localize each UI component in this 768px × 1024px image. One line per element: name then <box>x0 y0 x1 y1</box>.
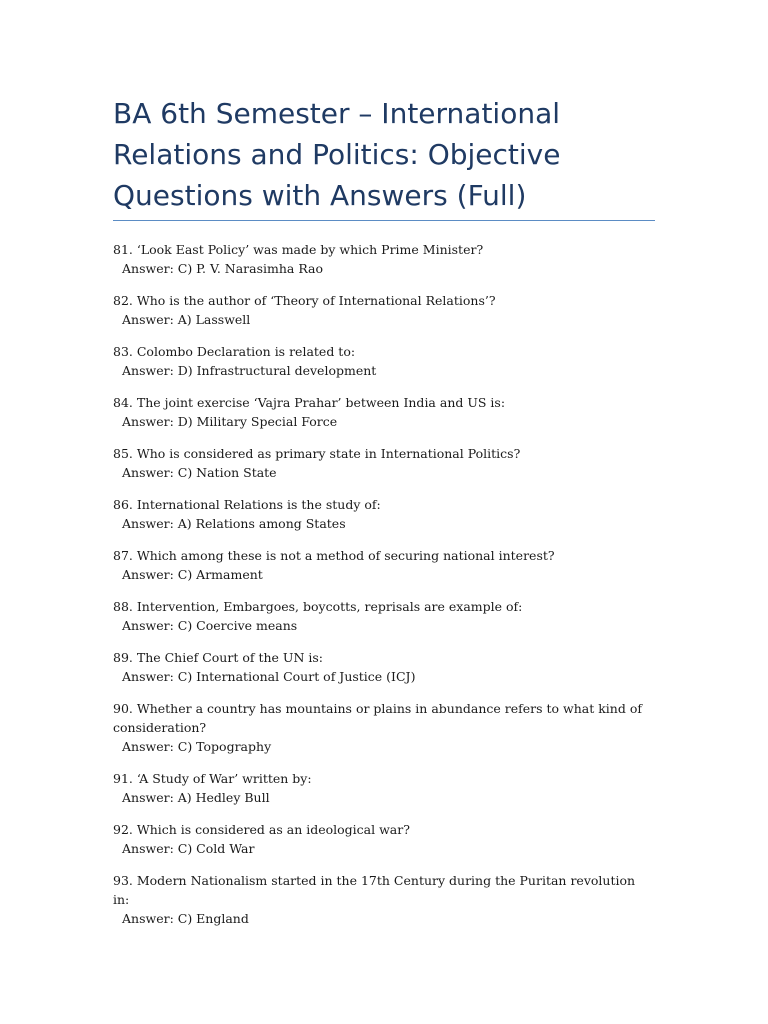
list-item <box>113 871 653 928</box>
question-text: 85. Who is considered as primary state in International Politics? <box>113 446 521 461</box>
list-item <box>113 342 653 380</box>
answer-text: Answer: D) Military Special Force <box>122 414 338 429</box>
list-item <box>113 291 653 329</box>
question-text: 88. Intervention, Embargoes, boycotts, reprisals are example of: <box>113 599 523 614</box>
answer-text: Answer: A) Relations among States <box>122 516 346 531</box>
list-item <box>113 444 653 482</box>
list-item <box>113 393 653 431</box>
answer-text: Answer: C) Topography <box>122 739 272 754</box>
answer-text: Answer: A) Lasswell <box>122 312 251 327</box>
answer-text: Answer: C) International Court of Justice (ICJ) <box>122 669 416 684</box>
list-item <box>113 699 653 756</box>
list-item <box>113 240 653 278</box>
question-text: 82. Who is the author of ‘Theory of International Relations’? <box>113 293 496 308</box>
question-text: 90. Whether a country has mountains or plains in abundance refers to what kind of consideration? <box>113 701 642 735</box>
answer-text: Answer: C) Cold War <box>122 841 255 856</box>
question-text: 87. Which among these is not a method of securing national interest? <box>113 548 555 563</box>
list-item <box>113 648 653 686</box>
answer-text: Answer: C) Coercive means <box>122 618 298 633</box>
question-text: 83. Colombo Declaration is related to: <box>113 344 356 359</box>
title-divider <box>113 220 655 221</box>
question-text: 81. ‘Look East Policy’ was made by which Prime Minister? <box>113 242 484 257</box>
answer-text: Answer: C) England <box>122 911 249 926</box>
answer-text: Answer: D) Infrastructural development <box>122 363 377 378</box>
list-item <box>113 820 653 858</box>
list-item <box>113 546 653 584</box>
list-item <box>113 495 653 533</box>
page-title: BA 6th Semester – International Relations and Politics: Objective Questions with Answers (Full) <box>113 97 561 212</box>
question-list <box>113 240 653 941</box>
list-item <box>113 597 653 635</box>
answer-text: Answer: C) P. V. Narasimha Rao <box>122 261 324 276</box>
answer-text: Answer: A) Hedley Bull <box>122 790 270 805</box>
question-text: 93. Modern Nationalism started in the 17th Century during the Puritan revolution in: <box>113 873 636 907</box>
answer-text: Answer: C) Nation State <box>122 465 277 480</box>
question-text: 91. ‘A Study of War’ written by: <box>113 771 312 786</box>
list-item <box>113 769 653 807</box>
question-text: 86. International Relations is the study of: <box>113 497 381 512</box>
question-text: 89. The Chief Court of the UN is: <box>113 650 323 665</box>
question-text: 92. Which is considered as an ideological war? <box>113 822 410 837</box>
answer-text: Answer: C) Armament <box>122 567 263 582</box>
question-text: 84. The joint exercise ‘Vajra Prahar’ between India and US is: <box>113 395 506 410</box>
